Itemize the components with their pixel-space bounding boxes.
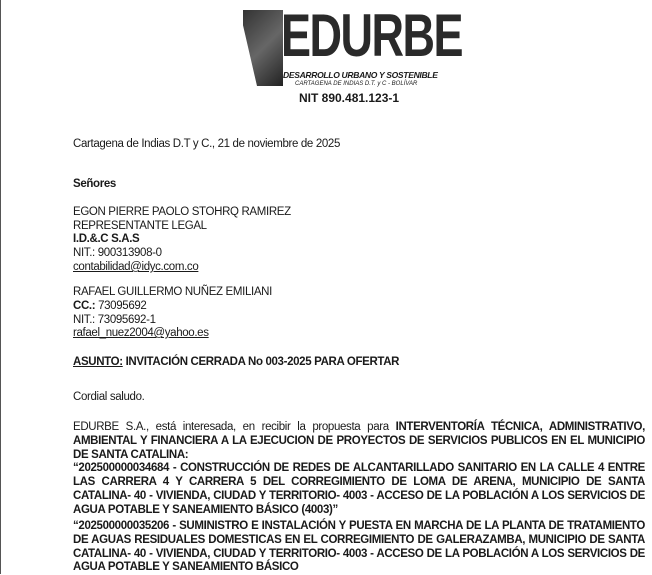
recipient2-cc (73, 299, 146, 313)
recipient1-nit: NIT.: 900313908-0 (73, 247, 162, 259)
subject-line (73, 355, 399, 369)
recipient1-role: REPRESENTANTE LEGAL (73, 220, 207, 232)
greeting: Cordial saludo. (73, 391, 145, 403)
recipient1-company: I.D.&.C S.A.S (73, 233, 140, 245)
date-line: Cartagena de Indias D.T y C., 21 de noviembre de 2025 (73, 138, 340, 150)
project2: “202500000035206 - SUMINISTRO E INSTALACIÓN Y PUESTA EN MARCHA DE LA PLANTA DE TRATAMIENTO DE AGUAS RESIDUALES DOMESTICAS EN EL CORREGIMIENTO DE GALERAZAMBA, MUNICIPIO DE SANTA CATALINA- 40 - VIVIENDA, CIUDAD Y TERRITORIO- 4003 - ACCESO DE LA POBLACIÓN A LOS SERVICIOS DE AGUA POTABLE Y SANEAMIENTO BÁSICO (73, 520, 645, 574)
logo-tagline: DESARROLLO URBANO Y SOSTENIBLE (283, 70, 438, 80)
recipient2-nit: NIT.: 73095692-1 (73, 314, 156, 326)
cc-label: CC.: (73, 300, 96, 312)
body-intro-paragraph (73, 421, 645, 518)
logo-mark-icon (243, 10, 283, 86)
company-nit: NIT 890.481.123-1 (299, 91, 400, 105)
logo-location: CARTAGENA DE INDIAS D.T. y C - BOLÍVAR (295, 81, 418, 87)
logo-wordmark: EDURBE (281, 2, 463, 69)
subject-text: INVITACIÓN CERRADA No 003-2025 PARA OFERTAR (122, 356, 400, 368)
cc-value: 73095692 (95, 300, 147, 312)
recipient2-email[interactable]: rafael_nuez2004@yahoo.es (73, 327, 209, 339)
subject-label: ASUNTO: (73, 356, 123, 368)
recipient2-name: RAFAEL GUILLERMO NUÑEZ EMILIANI (73, 286, 272, 298)
page-edge (0, 0, 1, 574)
salutation: Señores (73, 178, 116, 190)
recipient1-name: EGON PIERRE PAOLO STOHRQ RAMIREZ (73, 206, 291, 218)
project1: “202500000034684 - CONSTRUCCIÓN DE REDES DE ALCANTARILLADO SANITARIO EN LA CALLE 4 ENTRE LAS CARRERA 4 Y CARRERA 5 DEL CORREGIMIENTO DE LOMA DE ARENA, MUNICIPIO DE SANTA CATALINA- 40 - VIVIENDA, CIUDAD Y TERRITORIO- 4003 - ACCESO DE LA POBLACIÓN A LOS SERVICIOS DE AGUA POTABLE Y SANEAMIENTO BÁSICO (4003)” (73, 462, 645, 516)
body-intro-bold: INTERVENTORÍA TÉCNICA, ADMINISTRATIVO, AMBIENTAL Y FINANCIERA A LA EJECUCION DE PROYECTOS DE SERVICIOS PUBLICOS EN EL MUNICIPIO DE SANTA CATALINA: (73, 421, 645, 461)
recipient1-email[interactable]: contabilidad@idyc.com.co (73, 261, 199, 273)
body-intro: EDURBE S.A., está interesada, en recibir la propuesta para (73, 421, 396, 433)
